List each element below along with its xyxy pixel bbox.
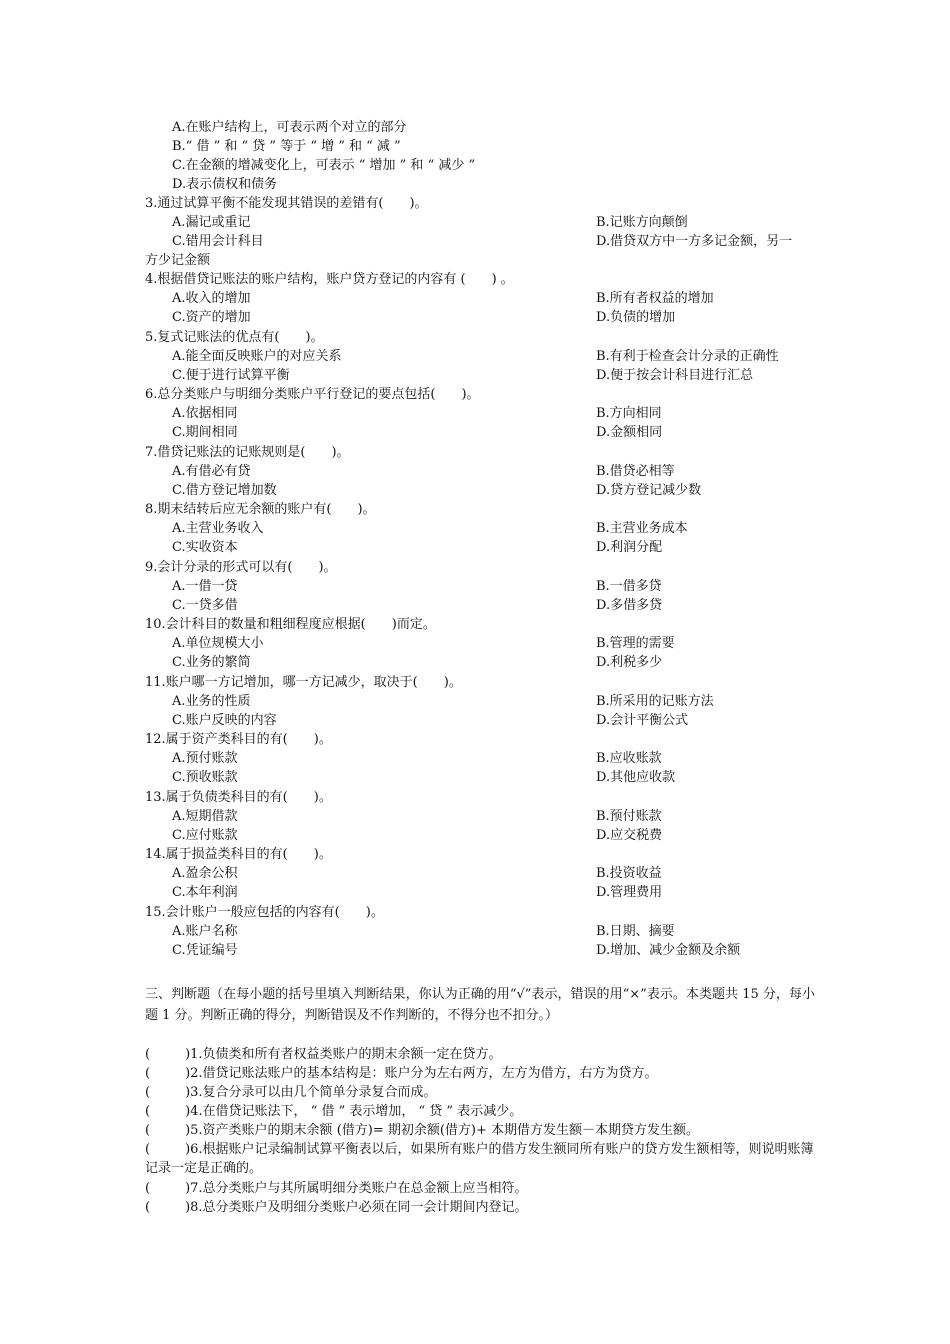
option-d: D.应交税费 bbox=[596, 828, 663, 843]
option-b: B.管理的需要 bbox=[596, 636, 675, 651]
option-b: B.一借多贷 bbox=[596, 579, 662, 594]
option-d: D.其他应收款 bbox=[596, 770, 676, 785]
option-c: C.应付账款 bbox=[172, 828, 238, 843]
option-d: D.负债的增加 bbox=[596, 310, 676, 325]
option-d: D.金额相同 bbox=[596, 425, 663, 440]
option-a: A.业务的性质 bbox=[172, 694, 251, 709]
option-d: D.贷方登记减少数 bbox=[596, 483, 702, 498]
judgment-text: 4.在借贷记账法下， “ 借 ” 表示增加， “ 贷 ” 表示减少。 bbox=[190, 1104, 523, 1119]
paren-open: ( bbox=[145, 1066, 151, 1081]
section-title: 三、判断题（在每小题的括号里填入判断结果，你认为正确的用“√”表示，错误的用“×”表示。本类题共 15 分，每小题 1 分。判断正确的得分，判断错误及不作判断的，不得分也不扣分。） bbox=[145, 987, 815, 1023]
judgment-item bbox=[145, 1083, 437, 1102]
judgment-text: 1.负债类和所有者权益类账户的期末余额一定在贷方。 bbox=[190, 1047, 502, 1062]
question-stem: 8.期末结转后应无余额的账户有( )。 bbox=[145, 502, 376, 517]
option-d: D.利税多少 bbox=[596, 655, 663, 670]
judgment-item bbox=[145, 1198, 528, 1217]
option-b: B.所有者权益的增加 bbox=[596, 291, 714, 306]
paren-open: ( bbox=[145, 1181, 151, 1196]
question-stem: 14.属于损益类科目的有( )。 bbox=[145, 847, 332, 862]
paren-open: ( bbox=[145, 1047, 151, 1062]
option-d: D.会计平衡公式 bbox=[596, 713, 689, 728]
option-d: D.利润分配 bbox=[596, 540, 663, 555]
question-stem: 15.会计账户一般应包括的内容有( )。 bbox=[145, 905, 384, 920]
option-c: C.账户反映的内容 bbox=[172, 713, 277, 728]
option-a: A.一借一贷 bbox=[172, 579, 238, 594]
option-c: C.资产的增加 bbox=[172, 310, 251, 325]
option-a: A.单位规模大小 bbox=[172, 636, 264, 651]
question-stem: 10.会计科目的数量和粗细程度应根据( )而定。 bbox=[145, 617, 436, 632]
question-stem: 4.根据借贷记账法的账户结构，账户贷方登记的内容有 ( ) 。 bbox=[145, 272, 514, 287]
option-d: D.多借多贷 bbox=[596, 598, 663, 613]
judgment-item bbox=[145, 1102, 522, 1121]
option-a: A.短期借款 bbox=[172, 809, 238, 824]
option-c: C.本年利润 bbox=[172, 885, 238, 900]
option-a: A.账户名称 bbox=[172, 924, 238, 939]
judgment-item bbox=[145, 1140, 815, 1178]
paren-open: ( bbox=[145, 1104, 151, 1119]
paren-close: ) bbox=[185, 1047, 191, 1062]
option-b: B.投资收益 bbox=[596, 866, 662, 881]
judgment-text: 6.根据账户记录编制试算平衡表以后，如果所有账户的借方发生额同所有账户的贷方发生额相等，则说明账簿记录一定是正确的。 bbox=[145, 1142, 814, 1176]
option-b: B.借贷必相等 bbox=[596, 464, 675, 479]
option-line: D.表示债权和债务 bbox=[172, 177, 278, 192]
option-line: C.在金额的增减变化上，可表示 “ 增加 ” 和 “ 减少 ” bbox=[172, 158, 476, 173]
option-a: A.漏记或重记 bbox=[172, 215, 251, 230]
option-d: D.管理费用 bbox=[596, 885, 663, 900]
paren-close: ) bbox=[185, 1066, 191, 1081]
option-c: C.一贷多借 bbox=[172, 598, 238, 613]
option-a: A.有借必有贷 bbox=[172, 464, 251, 479]
option-a: A.主营业务收入 bbox=[172, 521, 264, 536]
judgment-text: 5.资产类账户的期末余额 (借方)= 期初余额(借方)+ 本期借方发生额－本期贷方发生额。 bbox=[190, 1123, 700, 1138]
paren-open: ( bbox=[145, 1085, 151, 1100]
option-c: C.错用会计科目 bbox=[172, 234, 264, 249]
judgment-text: 2.借贷记账法账户的基本结构是：账户分为左右两方，左方为借方，右方为贷方。 bbox=[190, 1066, 658, 1081]
option-c: C.凭证编号 bbox=[172, 943, 238, 958]
option-a: A.预付账款 bbox=[172, 751, 238, 766]
paren-close: ) bbox=[185, 1200, 191, 1215]
option-c: C.期间相同 bbox=[172, 425, 238, 440]
judgment-item bbox=[145, 1045, 502, 1064]
option-b: B.预付账款 bbox=[596, 809, 662, 824]
option-c: C.借方登记增加数 bbox=[172, 483, 277, 498]
option-d-continued: 方少记金额 bbox=[145, 253, 211, 268]
option-a: A.能全面反映账户的对应关系 bbox=[172, 349, 342, 364]
paren-close: ) bbox=[185, 1142, 191, 1157]
option-b: B.有利于检查会计分录的正确性 bbox=[596, 349, 779, 364]
option-c: C.预收账款 bbox=[172, 770, 238, 785]
paren-open: ( bbox=[145, 1142, 151, 1157]
question-stem: 5.复式记账法的优点有( )。 bbox=[145, 330, 324, 345]
paren-close: ) bbox=[185, 1085, 191, 1100]
option-a: A.盈余公积 bbox=[172, 866, 238, 881]
option-c: C.业务的繁简 bbox=[172, 655, 251, 670]
option-d: D.便于按会计科目进行汇总 bbox=[596, 368, 754, 383]
question-stem: 12.属于资产类科目的有( )。 bbox=[145, 732, 332, 747]
judgment-text: 3.复合分录可以由几个简单分录复合而成。 bbox=[190, 1085, 437, 1100]
option-line: B.“ 借 ” 和 “ 贷 ” 等于 “ 增 ” 和 “ 减 ” bbox=[172, 139, 401, 154]
question-stem: 11.账户哪一方记增加，哪一方记减少，取决于( )。 bbox=[145, 675, 462, 690]
option-b: B.所采用的记账方法 bbox=[596, 694, 714, 709]
judgment-text: 8.总分类账户及明细分类账户必须在同一会计期间内登记。 bbox=[190, 1200, 528, 1215]
paren-close: ) bbox=[185, 1123, 191, 1138]
option-a: A.收入的增加 bbox=[172, 291, 251, 306]
option-d: D.增加、减少金额及余额 bbox=[596, 943, 741, 958]
judgment-item bbox=[145, 1121, 699, 1140]
option-line: A.在账户结构上，可表示两个对立的部分 bbox=[172, 120, 407, 135]
judgment-item bbox=[145, 1064, 658, 1083]
judgment-item bbox=[145, 1179, 528, 1198]
option-b: B.日期、摘要 bbox=[596, 924, 675, 939]
judgment-text: 7.总分类账户与其所属明细分类账户在总金额上应当相符。 bbox=[190, 1181, 528, 1196]
question-stem: 6.总分类账户与明细分类账户平行登记的要点包括( )。 bbox=[145, 387, 480, 402]
paren-close: ) bbox=[185, 1104, 191, 1119]
option-b: B.主营业务成本 bbox=[596, 521, 688, 536]
option-c: C.便于进行试算平衡 bbox=[172, 368, 290, 383]
question-stem: 3.通过试算平衡不能发现其错误的差错有( )。 bbox=[145, 196, 428, 211]
paren-close: ) bbox=[185, 1181, 191, 1196]
option-a: A.依据相同 bbox=[172, 406, 238, 421]
question-stem: 9.会计分录的形式可以有( )。 bbox=[145, 560, 337, 575]
option-b: B.方向相同 bbox=[596, 406, 662, 421]
option-b: B.应收账款 bbox=[596, 751, 662, 766]
option-b: B.记账方向颠倒 bbox=[596, 215, 688, 230]
option-c: C.实收资本 bbox=[172, 540, 238, 555]
paren-open: ( bbox=[145, 1200, 151, 1215]
option-d: D.借贷双方中一方多记金额，另一 bbox=[596, 234, 793, 249]
question-stem: 7.借贷记账法的记账规则是( )。 bbox=[145, 445, 350, 460]
question-stem: 13.属于负债类科目的有( )。 bbox=[145, 790, 332, 805]
paren-open: ( bbox=[145, 1123, 151, 1138]
